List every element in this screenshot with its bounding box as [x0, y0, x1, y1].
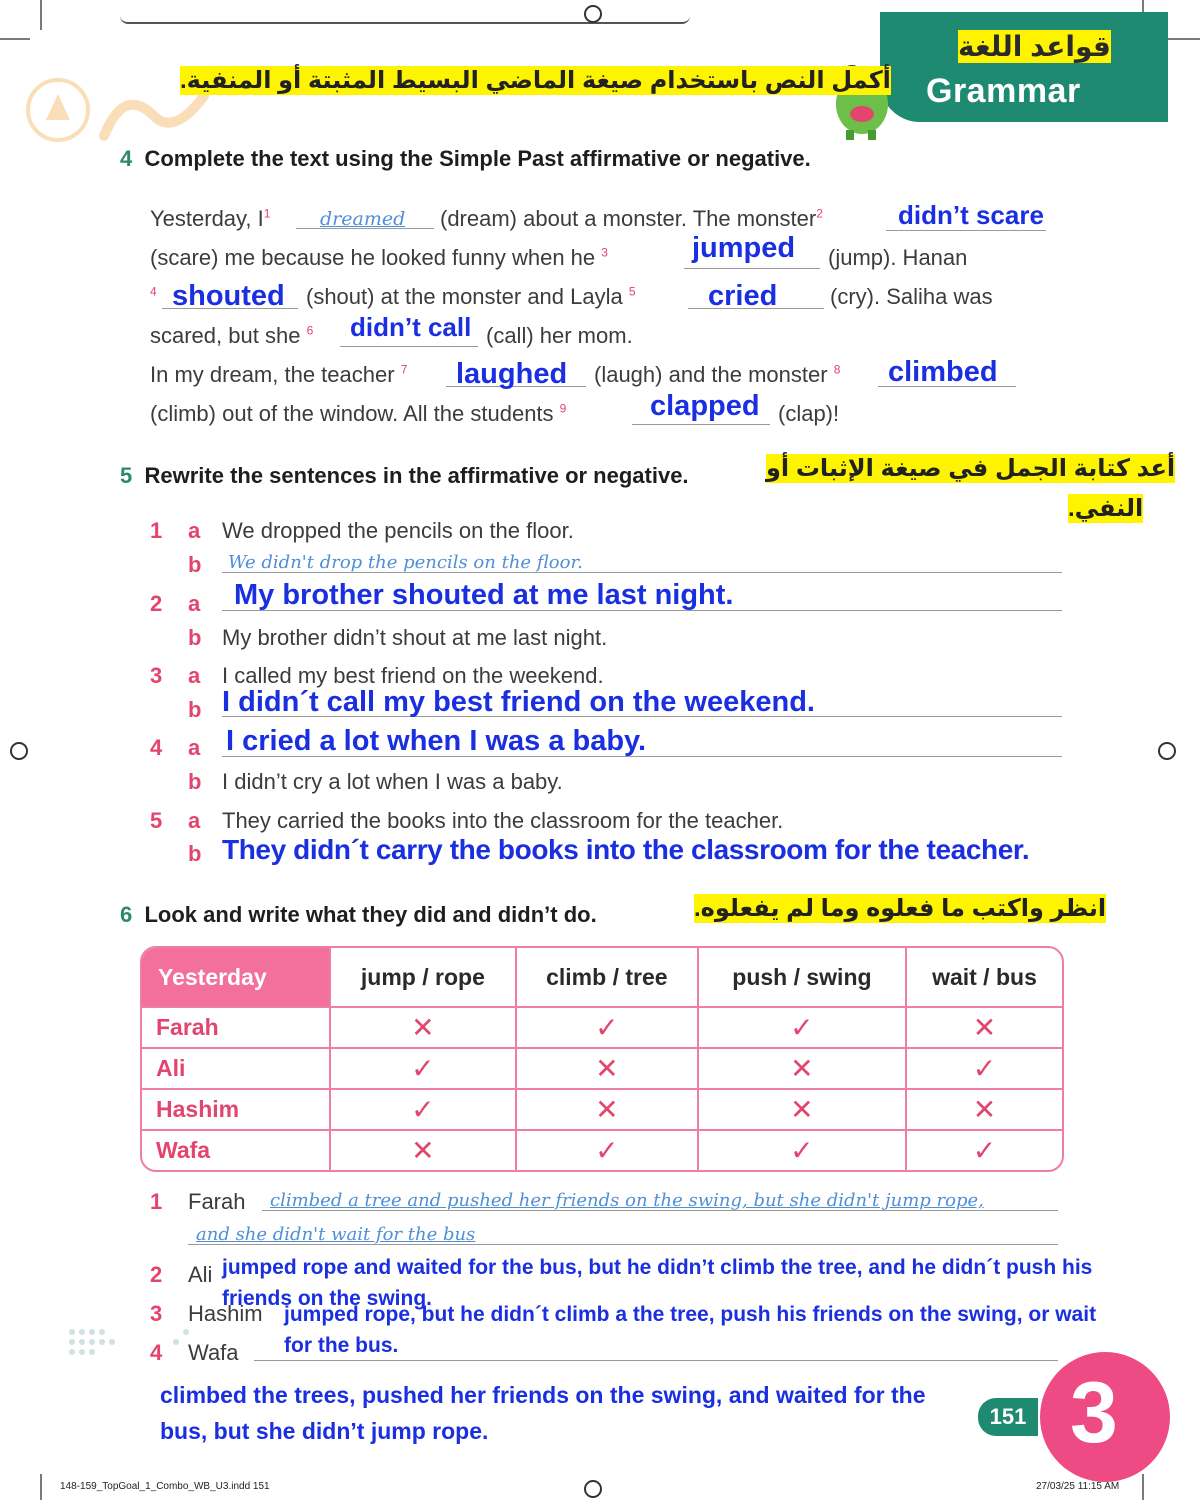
- mark-icon: ✓: [517, 1008, 699, 1049]
- answer-line: [632, 424, 770, 425]
- ex4-number: 4: [120, 146, 133, 171]
- ex5-instruction-ar-2: النفي.: [1068, 495, 1144, 522]
- ex6-answer-4-line2: bus, but she didn’t jump rope.: [160, 1418, 489, 1444]
- crop-mark: [1142, 1474, 1144, 1500]
- ex4-text: Yesterday, I: [150, 206, 264, 231]
- item-number: 1: [150, 518, 163, 543]
- ex6-answer-2-line1: jumped rope and waited for the bus, but he didn’t climb the tree, and he didn´t push his: [222, 1256, 1093, 1279]
- ex4-text: [440, 206, 823, 232]
- column-header: jump / rope: [331, 948, 517, 1008]
- ex6-name: Wafa: [188, 1340, 239, 1365]
- item-letter: b: [188, 552, 202, 577]
- ex4-text-span: (laugh) and the monster: [594, 362, 828, 387]
- item-letter: a: [188, 591, 201, 616]
- blank-number: 6: [306, 323, 314, 338]
- column-header: push / swing: [699, 948, 907, 1008]
- blank-number: 2: [816, 206, 823, 221]
- ex4-text: (clap)!: [778, 401, 840, 426]
- file-info: 148-159_TopGoal_1_Combo_WB_U3.indd 151: [60, 1481, 270, 1492]
- ex6-heading: [120, 902, 597, 928]
- ex6-answer-1-line1: climbed a tree and pushed her friends on the swing, but she didn't jump rope,: [270, 1190, 984, 1211]
- ex4-instruction-ar: أكمل النص باستخدام صيغة الماضي البسيط المثبتة أو المنفية.: [180, 67, 891, 94]
- mark-icon: ✓: [699, 1008, 907, 1049]
- ex4-text-span: (scare) me because he looked funny when he: [150, 245, 596, 270]
- item-letter: b: [188, 625, 202, 650]
- crop-mark: [40, 0, 42, 30]
- ex6-name: Farah: [188, 1189, 246, 1214]
- answer-line: [684, 268, 820, 269]
- blank-number: 1: [263, 206, 271, 221]
- ex6-instruction-ar: انظر واكتب ما فعلوه وما لم يفعلوه.: [694, 895, 1107, 922]
- ex4-answer-8: climbed: [888, 356, 998, 388]
- row-name: Hashim: [142, 1090, 331, 1131]
- ex5-4b: I didn’t cry a lot when I was a baby.: [222, 769, 563, 794]
- ex4-text: [306, 284, 636, 310]
- mark-icon: ✕: [517, 1090, 699, 1131]
- ex5-5a: They carried the books into the classroom for the teacher.: [222, 808, 784, 833]
- ex5-2a: My brother shouted at me last night.: [234, 579, 734, 611]
- row-name: Ali: [142, 1049, 331, 1090]
- ex5-1a: We dropped the pencils on the floor.: [222, 518, 574, 543]
- ex4-answer-4: shouted: [172, 280, 285, 312]
- activity-table: [140, 946, 1064, 1172]
- item-letter: a: [188, 735, 201, 760]
- ex5-number: 5: [120, 463, 133, 488]
- mark-icon: ✓: [517, 1131, 699, 1170]
- ex4-text-span: In my dream, the teacher: [150, 362, 395, 387]
- ex4-answer-9: clapped: [650, 390, 760, 422]
- ex4-text-span: (dream) about a monster. The monster: [440, 206, 817, 231]
- ex4-answer-5: cried: [708, 280, 778, 312]
- item-number: 4: [150, 1340, 163, 1365]
- mark-icon: ✕: [517, 1049, 699, 1090]
- ex4-text: (cry). Saliha was: [830, 284, 993, 309]
- blank-number: 8: [833, 362, 841, 377]
- unit-badge: [1040, 1352, 1170, 1482]
- mark-icon: ✕: [331, 1008, 517, 1049]
- mark-icon: ✕: [907, 1008, 1062, 1049]
- registration-mark-icon: [1158, 742, 1176, 760]
- item-letter: b: [188, 841, 202, 866]
- item-letter: a: [188, 518, 201, 543]
- mark-icon: ✓: [907, 1049, 1062, 1090]
- unit-number: 3: [1070, 1365, 1118, 1461]
- ex4-line-1: [150, 206, 270, 232]
- print-date: 27/03/25 11:15 AM: [1036, 1481, 1120, 1492]
- ex6-heading-text: Look and write what they did and didn’t do.: [144, 902, 597, 927]
- blank-number: 5: [628, 284, 636, 299]
- table-row: [142, 1049, 1062, 1090]
- answer-line: [254, 1360, 1058, 1361]
- mark-icon: ✕: [331, 1131, 517, 1170]
- item-number: 3: [150, 1301, 163, 1326]
- item-number: 2: [150, 591, 163, 616]
- top-rule: [120, 8, 690, 24]
- ex4-heading-text: Complete the text using the Simple Past affirmative or negative.: [144, 146, 811, 171]
- mark-icon: ✕: [907, 1090, 1062, 1131]
- grammar-header: [880, 12, 1168, 122]
- ex4-text-span: scared, but she: [150, 323, 301, 348]
- page-number: 151: [978, 1398, 1038, 1436]
- item-letter: a: [188, 663, 201, 688]
- ex5-4a: I cried a lot when I was a baby.: [226, 725, 647, 757]
- ex5-3a: I called my best friend on the weekend.: [222, 663, 604, 688]
- registration-mark-icon: [10, 742, 28, 760]
- item-letter: b: [188, 697, 202, 722]
- item-number: 1: [150, 1189, 163, 1214]
- crop-mark: [0, 38, 30, 40]
- ex4-text: [150, 401, 566, 427]
- ex4-answer-3: jumped: [692, 232, 796, 264]
- ex5-instruction-ar-1: أعد كتابة الجمل في صيغة الإثبات أو: [766, 455, 1176, 482]
- ex6-name: Ali: [188, 1262, 213, 1287]
- grammar-title-en: Grammar: [926, 72, 1081, 110]
- ex6-answer-4-line1: climbed the trees, pushed her friends on the swing, and waited for the: [160, 1382, 926, 1408]
- registration-mark-icon: [584, 1480, 602, 1498]
- ex5-1b: We didn't drop the pencils on the floor.: [228, 552, 583, 573]
- ex5-heading-text: Rewrite the sentences in the affirmative or negative.: [144, 463, 689, 488]
- mark-icon: ✓: [699, 1131, 907, 1170]
- ex4-text-span: (shout) at the monster and Layla: [306, 284, 623, 309]
- ex4-text: [150, 245, 608, 271]
- ex5-5b: They didn´t carry the books into the classroom for the teacher.: [222, 834, 1030, 865]
- crop-mark: [40, 1474, 42, 1500]
- table-row: [142, 1008, 1062, 1049]
- item-number: 2: [150, 1262, 163, 1287]
- ex4-answer-6: didn’t call: [350, 312, 472, 342]
- ministry-logo: [66, 1326, 196, 1366]
- ex4-text: (jump). Hanan: [828, 245, 968, 270]
- answer-line: [340, 346, 478, 347]
- ex6-answer-3-line2: for the bus.: [284, 1334, 399, 1357]
- ex5-heading: [120, 463, 689, 489]
- ex6-name: Hashim: [188, 1301, 263, 1326]
- ex4-text: [150, 362, 407, 388]
- ex6-answer-2-line2: friends on the swing.: [222, 1287, 433, 1310]
- blank-number: 9: [559, 401, 567, 416]
- blank-number: 7: [400, 362, 408, 377]
- mark-icon: ✓: [331, 1049, 517, 1090]
- mark-icon: ✓: [331, 1090, 517, 1131]
- ex4-text: [150, 323, 313, 349]
- column-header: wait / bus: [907, 948, 1062, 1008]
- table-row: [142, 1131, 1062, 1170]
- item-letter: b: [188, 769, 202, 794]
- ex6-answer-1-line2: and she didn't wait for the bus: [196, 1224, 476, 1245]
- ex4-text: (call) her mom.: [486, 323, 633, 348]
- item-number: 3: [150, 663, 163, 688]
- ex5-2b: My brother didn’t shout at me last night.: [222, 625, 608, 650]
- registration-mark-icon: [584, 5, 602, 23]
- row-name: Wafa: [142, 1131, 331, 1170]
- mark-icon: ✓: [972, 1135, 997, 1167]
- ex6-answer-3-line1: jumped rope, but he didn´t climb a the tree, push his friends on the swing, or wait: [284, 1303, 1097, 1326]
- mark-icon: ✕: [699, 1049, 907, 1090]
- ex4-heading: [120, 146, 811, 172]
- table-row: [142, 1090, 1062, 1131]
- column-header: climb / tree: [517, 948, 699, 1008]
- ex4-answer-7: laughed: [456, 358, 568, 390]
- ex4-text: [594, 362, 840, 388]
- blank-number: 3: [601, 245, 608, 260]
- item-letter: a: [188, 808, 201, 833]
- table-corner: Yesterday: [142, 948, 331, 1008]
- item-number: 4: [150, 735, 163, 760]
- blank-number-4: [150, 284, 157, 310]
- ex4-answer-2: didn’t scare: [898, 200, 1044, 230]
- row-name: Farah: [142, 1008, 331, 1049]
- grammar-title-ar: قواعد اللغة: [958, 31, 1111, 62]
- item-number: 5: [150, 808, 163, 833]
- ex5-3b: I didn´t call my best friend on the weekend.: [222, 686, 815, 718]
- ex6-number: 6: [120, 902, 133, 927]
- mark-icon: ✕: [699, 1090, 907, 1131]
- ex4-text-span: (climb) out of the window. All the students: [150, 401, 554, 426]
- blank-number: 4: [150, 284, 157, 299]
- ex4-answer-1: dreamed: [320, 208, 406, 230]
